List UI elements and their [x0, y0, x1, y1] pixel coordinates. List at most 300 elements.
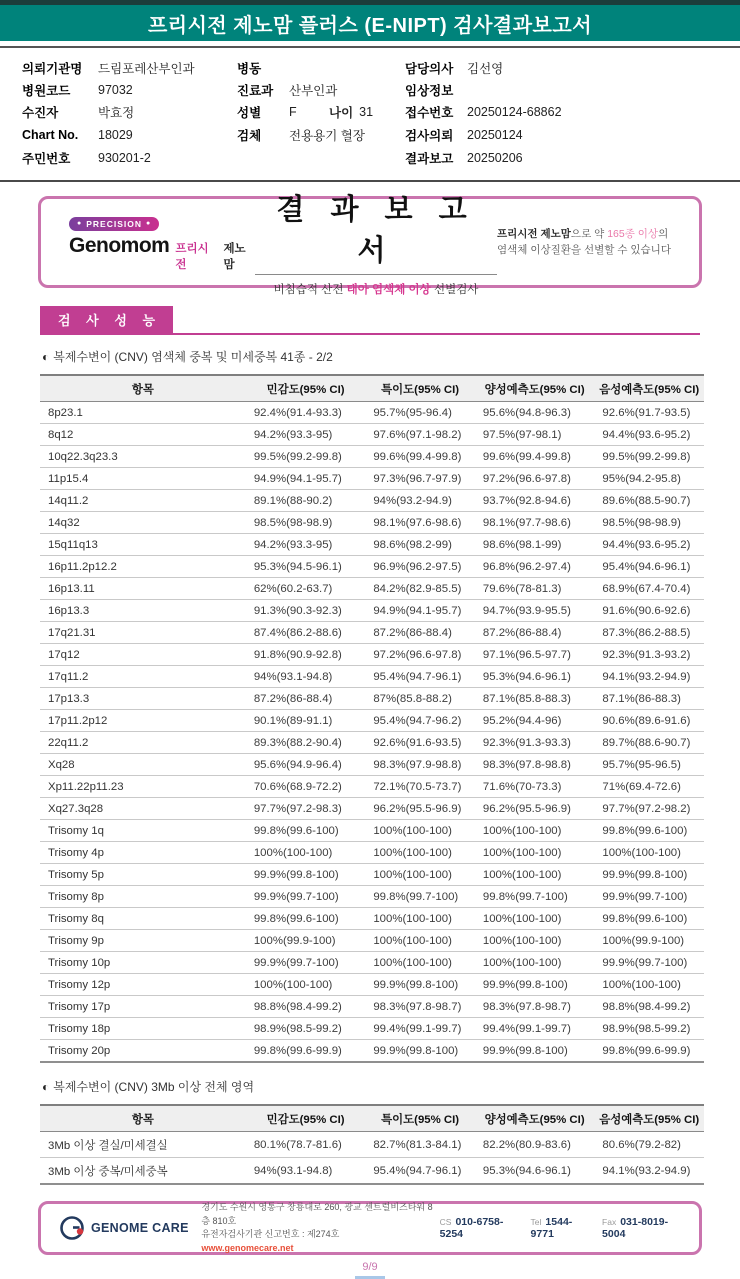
- desc-text: 의: [658, 227, 669, 240]
- table-row: [40, 578, 704, 600]
- table-cell: 87.4%(86.2-88.6): [246, 622, 366, 644]
- result-report-heading: 결 과 보 고 서: [255, 187, 497, 275]
- table-cell: 97.5%(97-98.1): [475, 424, 595, 446]
- table-cell: 98.3%(97.8-98.8): [475, 754, 595, 776]
- table-column-header: 양성예측도(95% CI): [475, 1105, 595, 1132]
- table-cell: 100%(100-100): [365, 952, 475, 974]
- table-cell: 99.9%(99.8-100): [246, 864, 366, 886]
- table-cell: 3Mb 이상 중복/미세중복: [40, 1158, 246, 1185]
- section-label: 검 사 성 능: [40, 306, 173, 333]
- table-column-header: 음성예측도(95% CI): [594, 1105, 704, 1132]
- table-cell: 17q11.2: [40, 666, 246, 688]
- desc-text: 으로 약: [570, 227, 608, 240]
- table-cell: 99.6%(99.4-99.8): [365, 446, 475, 468]
- table-row: [40, 666, 704, 688]
- table-cell: 95.4%(94.7-96.1): [365, 1158, 475, 1185]
- table-cell: Trisomy 4p: [40, 842, 246, 864]
- table1-caption: [42, 348, 700, 365]
- field-label: 검사의뢰: [405, 129, 454, 143]
- table-cell: 97.1%(96.5-97.7): [475, 644, 595, 666]
- table-column-header: 특이도(95% CI): [365, 1105, 475, 1132]
- table-cell: 95%(94.2-95.8): [594, 468, 704, 490]
- brand-line: [69, 234, 255, 272]
- patient-info-col2: [237, 57, 405, 169]
- table-cell: 94%(93.1-94.8): [246, 666, 366, 688]
- info-row-receipt-no: [405, 101, 740, 123]
- table2-caption: [42, 1078, 700, 1095]
- table-row: [40, 534, 704, 556]
- field-value: 97032: [98, 83, 133, 97]
- table-cell: 98.3%(97.9-98.8): [365, 754, 475, 776]
- table-cell: 94.9%(94.1-95.7): [246, 468, 366, 490]
- table-cell: 98.3%(97.8-98.7): [475, 996, 595, 1018]
- info-row-sex-age: [237, 101, 405, 123]
- field-value: 산부인과: [289, 84, 338, 98]
- table-cell: 100%(100-100): [246, 842, 366, 864]
- table-row: [40, 798, 704, 820]
- table-cell: 95.7%(95-96.4): [365, 402, 475, 424]
- table-cell: 100%(100-100): [594, 974, 704, 996]
- table-cell: 84.2%(82.9-85.5): [365, 578, 475, 600]
- table-cell: 96.9%(96.2-97.5): [365, 556, 475, 578]
- field-label: 주민번호: [22, 152, 71, 166]
- table-cell: 94.2%(93.3-95): [246, 534, 366, 556]
- fax-phone: [602, 1216, 681, 1240]
- table-cell: 92.3%(91.3-93.2): [594, 644, 704, 666]
- table-cell: 87.2%(86-88.4): [246, 688, 366, 710]
- company-address-block: [201, 1201, 439, 1255]
- table-cell: Trisomy 10p: [40, 952, 246, 974]
- report-title-bar: [0, 5, 740, 41]
- table-cell: 94%(93.1-94.8): [246, 1158, 366, 1185]
- info-row-department: [237, 79, 405, 101]
- table-cell: 100%(100-100): [475, 952, 595, 974]
- genomom-logo: Genomom: [69, 233, 170, 257]
- table-cell: 95.3%(94.5-96.1): [246, 556, 366, 578]
- field-value: 930201-2: [98, 151, 151, 165]
- field-value: 드림포레산부인과: [98, 62, 195, 76]
- field-label: 진료과: [237, 84, 274, 98]
- table-cell: 99.8%(99.7-100): [365, 886, 475, 908]
- table-cell: 97.2%(96.6-97.8): [475, 468, 595, 490]
- half-circle-bullet-icon: ◐: [42, 1080, 50, 1094]
- cs-label: CS: [439, 1217, 452, 1227]
- table-cell: 98.9%(98.5-99.2): [246, 1018, 366, 1040]
- table-cell: 100%(100-100): [365, 930, 475, 952]
- info-row-clinical-info: [405, 79, 740, 101]
- table-row: [40, 754, 704, 776]
- fax-number: 031-8019-5004: [602, 1216, 669, 1240]
- cs-phone: [440, 1216, 517, 1240]
- table-cell: 97.6%(97.1-98.2): [365, 424, 475, 446]
- table-row: [40, 952, 704, 974]
- table-row: [40, 1158, 704, 1185]
- table-cell: 87.2%(86-88.4): [365, 622, 475, 644]
- table-cell: 99.8%(99.7-100): [475, 886, 595, 908]
- field-label: 결과보고: [405, 152, 454, 166]
- field-label: 병원코드: [22, 84, 71, 98]
- table-body: [40, 402, 704, 1063]
- table-cell: 97.2%(96.6-97.8): [365, 644, 475, 666]
- table-row: [40, 732, 704, 754]
- genome-care-logo-icon: [59, 1215, 85, 1241]
- desc-text: 염색체 이상질환을 선별할 수 있습니다: [497, 244, 671, 256]
- table-cell: 100%(100-100): [365, 864, 475, 886]
- table-cell: 17q21.31: [40, 622, 246, 644]
- table-cell: 99.8%(99.6-99.9): [594, 1040, 704, 1063]
- badge-label: PRECISION: [86, 218, 142, 229]
- table-column-header: 음성예측도(95% CI): [594, 375, 704, 402]
- info-row-specimen: [237, 123, 405, 147]
- table-cell: 94%(93.2-94.9): [365, 490, 475, 512]
- table-column-header: 항목: [40, 375, 246, 402]
- fax-label: Fax: [602, 1217, 617, 1227]
- table-cell: 100%(100-100): [475, 908, 595, 930]
- table-cell: Trisomy 8p: [40, 886, 246, 908]
- table-cell: 99.9%(99.8-100): [365, 974, 475, 996]
- field-label: 담당의사: [405, 62, 454, 76]
- badge-dot-icon: ●: [77, 220, 83, 228]
- table-cell: 62%(60.2-63.7): [246, 578, 366, 600]
- table-cell: 91.6%(90.6-92.6): [594, 600, 704, 622]
- subtitle-text: 선별검사: [430, 284, 479, 296]
- field-label-age: 나이: [329, 106, 354, 120]
- table-row: [40, 930, 704, 952]
- table-cell: 96.8%(96.2-97.4): [475, 556, 595, 578]
- caption-text: 복제수변이 (CNV) 3Mb 이상 전체 영역: [53, 1080, 255, 1094]
- table-cell: 99.6%(99.4-99.8): [475, 446, 595, 468]
- table-column-header: 민감도(95% CI): [246, 375, 366, 402]
- table-cell: 100%(100-100): [594, 842, 704, 864]
- table-cell: 97.3%(96.7-97.9): [365, 468, 475, 490]
- table-cell: 99.8%(99.6-100): [246, 908, 366, 930]
- table-cell: 99.4%(99.1-99.7): [365, 1018, 475, 1040]
- table-cell: 90.1%(89-91.1): [246, 710, 366, 732]
- website-link[interactable]: www.genomecare.net: [201, 1242, 294, 1253]
- result-report-banner: [38, 194, 702, 296]
- table-cell: 97.7%(97.2-98.2): [594, 798, 704, 820]
- table-row: [40, 402, 704, 424]
- table-cell: Xp11.22p11.23: [40, 776, 246, 798]
- genomom-brand-block: [57, 212, 255, 272]
- table-cell: 99.9%(99.8-100): [475, 1040, 595, 1063]
- table-row: [40, 1132, 704, 1158]
- table-cell: 99.4%(99.1-99.7): [475, 1018, 595, 1040]
- badge-dot-icon: ●: [146, 220, 152, 228]
- table-cell: 100%(99.9-100): [246, 930, 366, 952]
- table-cell: 99.9%(99.7-100): [246, 886, 366, 908]
- field-value: 김선영: [467, 62, 504, 76]
- table-body: [40, 1132, 704, 1185]
- table-row: [40, 446, 704, 468]
- table-row: [40, 1040, 704, 1063]
- table-cell: 98.8%(98.4-99.2): [594, 996, 704, 1018]
- table-column-header: 특이도(95% CI): [365, 375, 475, 402]
- table-cell: 98.9%(98.5-99.2): [594, 1018, 704, 1040]
- table-row: [40, 424, 704, 446]
- table-cell: 99.5%(99.2-99.8): [594, 446, 704, 468]
- table-cell: 98.5%(98-98.9): [246, 512, 366, 534]
- field-value: 20250206: [467, 151, 523, 165]
- cnv-3mb-performance-table: [40, 1104, 704, 1185]
- table-cell: 68.9%(67.4-70.4): [594, 578, 704, 600]
- table-cell: 98.5%(98-98.9): [594, 512, 704, 534]
- table-row: [40, 820, 704, 842]
- field-value: 전용용기 혈장: [289, 129, 365, 143]
- table-cell: 96.2%(95.5-96.9): [365, 798, 475, 820]
- table-cell: 79.6%(78-81.3): [475, 578, 595, 600]
- table-cell: 16p13.3: [40, 600, 246, 622]
- field-label: 의뢰기관명: [22, 62, 83, 76]
- info-row-doctor: [405, 57, 740, 79]
- table-cell: 100%(100-100): [246, 974, 366, 996]
- table-cell: 16p13.11: [40, 578, 246, 600]
- result-report-subheading: [255, 281, 497, 297]
- table-cell: 100%(99.9-100): [594, 930, 704, 952]
- table-cell: 70.6%(68.9-72.2): [246, 776, 366, 798]
- table-cell: 71.6%(70-73.3): [475, 776, 595, 798]
- table-cell: Trisomy 5p: [40, 864, 246, 886]
- table-row: [40, 886, 704, 908]
- field-value: 18029: [98, 128, 133, 142]
- table-cell: 95.3%(94.6-96.1): [475, 1158, 595, 1185]
- table-cell: 15q11q13: [40, 534, 246, 556]
- table-column-header: 양성예측도(95% CI): [475, 375, 595, 402]
- table-row: [40, 1018, 704, 1040]
- table-header-row: [40, 375, 704, 402]
- table-cell: 87.2%(86-88.4): [475, 622, 595, 644]
- table-cell: 99.9%(99.7-100): [246, 952, 366, 974]
- table-cell: Xq27.3q28: [40, 798, 246, 820]
- contact-block: [440, 1216, 681, 1240]
- table-cell: 80.6%(79.2-82): [594, 1132, 704, 1158]
- table-row: [40, 908, 704, 930]
- caption-text: 복제수변이 (CNV) 염색체 중복 및 미세중복 41종 - 2/2: [53, 350, 333, 364]
- table-header: [40, 375, 704, 402]
- table-cell: 99.9%(99.8-100): [594, 864, 704, 886]
- table-cell: 17p11.2p12: [40, 710, 246, 732]
- table-row: [40, 864, 704, 886]
- table-cell: 71%(69.4-72.6): [594, 776, 704, 798]
- address-line1: 경기도 수원시 영통구 창룡대로 260, 광교 센트럴비즈타워 8층 810호: [201, 1202, 433, 1226]
- cs-number: 010-6758-5254: [439, 1216, 504, 1240]
- patient-info-col1: [22, 57, 237, 169]
- table-cell: 94.4%(93.6-95.2): [594, 534, 704, 556]
- table-cell: 94.1%(93.2-94.9): [594, 1158, 704, 1185]
- table-cell: 80.1%(78.7-81.6): [246, 1132, 366, 1158]
- table-cell: 98.1%(97.7-98.6): [475, 512, 595, 534]
- table-cell: 94.1%(93.2-94.9): [594, 666, 704, 688]
- table-cell: 97.7%(97.2-98.3): [246, 798, 366, 820]
- table-column-header: 민감도(95% CI): [246, 1105, 366, 1132]
- table-row: [40, 842, 704, 864]
- field-label: 임상정보: [405, 84, 454, 98]
- brand-korean-precision: 프리시전: [175, 242, 209, 271]
- field-value-age: 31: [359, 105, 374, 119]
- brand-korean-genomom: 제노맘: [223, 242, 246, 271]
- table-cell: 95.3%(94.6-96.1): [475, 666, 595, 688]
- table-cell: 99.9%(99.7-100): [594, 952, 704, 974]
- cnv-41-performance-table: [40, 374, 704, 1063]
- table-cell: 94.9%(94.1-95.7): [365, 600, 475, 622]
- table-cell: 94.7%(93.9-95.5): [475, 600, 595, 622]
- info-row-chart-no: [22, 123, 237, 147]
- table-cell: Trisomy 9p: [40, 930, 246, 952]
- table-cell: 92.6%(91.6-93.5): [365, 732, 475, 754]
- address-line2: 유전자검사기관 신고번호 : 제274호: [201, 1229, 340, 1239]
- table-cell: 99.8%(99.6-100): [594, 820, 704, 842]
- patient-info-col3: [405, 57, 740, 169]
- table-cell: 94.2%(93.3-95): [246, 424, 366, 446]
- table-cell: 100%(100-100): [475, 820, 595, 842]
- table-cell: 95.4%(94.6-96.1): [594, 556, 704, 578]
- table-cell: 99.9%(99.8-100): [365, 1040, 475, 1063]
- table-cell: 14q32: [40, 512, 246, 534]
- banner-description: [497, 226, 683, 259]
- report-banner-center: [255, 187, 497, 297]
- table-row: [40, 974, 704, 996]
- table-cell: 8q12: [40, 424, 246, 446]
- table-cell: 98.6%(98.2-99): [365, 534, 475, 556]
- table-cell: 14q11.2: [40, 490, 246, 512]
- table-row: [40, 688, 704, 710]
- page-title: 프리시전 제노맘 플러스 (E-NIPT) 검사결과보고서: [147, 14, 593, 37]
- table-cell: 98.8%(98.4-99.2): [246, 996, 366, 1018]
- field-label: 성별: [237, 106, 262, 120]
- table-row: [40, 556, 704, 578]
- table-column-header: 항목: [40, 1105, 246, 1132]
- table-cell: 95.7%(95-96.5): [594, 754, 704, 776]
- subtitle-emphasis: 태아 염색체 이상: [346, 284, 431, 296]
- table-cell: 16p11.2p12.2: [40, 556, 246, 578]
- table-cell: 89.6%(88.5-90.7): [594, 490, 704, 512]
- table-row: [40, 600, 704, 622]
- desc-highlight: 165종 이상: [607, 227, 659, 240]
- subtitle-text: 비침습적 산전: [273, 284, 347, 296]
- table-cell: 11p15.4: [40, 468, 246, 490]
- patient-info-panel: [0, 46, 740, 182]
- table-cell: Trisomy 18p: [40, 1018, 246, 1040]
- precision-badge: [69, 217, 159, 231]
- footer-company-panel: [38, 1201, 702, 1255]
- table-cell: 100%(100-100): [365, 842, 475, 864]
- table-cell: 99.9%(99.7-100): [594, 886, 704, 908]
- table-row: [40, 996, 704, 1018]
- table-cell: 93.7%(92.8-94.6): [475, 490, 595, 512]
- table-cell: 89.7%(88.6-90.7): [594, 732, 704, 754]
- table-cell: 95.6%(94.8-96.3): [475, 402, 595, 424]
- info-row-institution: [22, 57, 237, 79]
- table-row: [40, 776, 704, 798]
- table-cell: 95.4%(94.7-96.1): [365, 666, 475, 688]
- table-cell: 87.1%(86-88.3): [594, 688, 704, 710]
- table-cell: 95.4%(94.7-96.2): [365, 710, 475, 732]
- table-cell: 99.8%(99.6-100): [246, 820, 366, 842]
- table-cell: 3Mb 이상 결실/미세결실: [40, 1132, 246, 1158]
- table-row: [40, 644, 704, 666]
- info-row-hospital-code: [22, 79, 237, 101]
- table-cell: 87.1%(85.8-88.3): [475, 688, 595, 710]
- table-cell: Trisomy 20p: [40, 1040, 246, 1063]
- table-cell: 89.1%(88-90.2): [246, 490, 366, 512]
- info-row-ward: [237, 57, 405, 79]
- tel-label: Tel: [530, 1217, 542, 1227]
- table-cell: 100%(100-100): [365, 908, 475, 930]
- table-cell: Xq28: [40, 754, 246, 776]
- field-value: 박효정: [98, 106, 135, 120]
- table-cell: 8p23.1: [40, 402, 246, 424]
- table-cell: 17p13.3: [40, 688, 246, 710]
- table-row: [40, 490, 704, 512]
- table-cell: 98.1%(97.6-98.6): [365, 512, 475, 534]
- genome-care-wordmark: GENOME CARE: [91, 1221, 189, 1235]
- table-cell: 99.9%(99.8-100): [475, 974, 595, 996]
- table-cell: 94.4%(93.6-95.2): [594, 424, 704, 446]
- table-cell: 22q11.2: [40, 732, 246, 754]
- table-cell: 92.6%(91.7-93.5): [594, 402, 704, 424]
- table-cell: 87.3%(86.2-88.5): [594, 622, 704, 644]
- tel-phone: [531, 1216, 589, 1240]
- table-cell: 91.8%(90.9-92.8): [246, 644, 366, 666]
- table-row: [40, 710, 704, 732]
- table-cell: 99.8%(99.6-99.9): [246, 1040, 366, 1063]
- half-circle-bullet-icon: ◐: [42, 350, 50, 364]
- table-row: [40, 622, 704, 644]
- genome-care-logo: [59, 1215, 193, 1241]
- info-row-report-date: [405, 147, 740, 169]
- table-cell: 95.6%(94.9-96.4): [246, 754, 366, 776]
- table-cell: 89.3%(88.2-90.4): [246, 732, 366, 754]
- table-cell: 98.6%(98.1-99): [475, 534, 595, 556]
- table-cell: 99.5%(99.2-99.8): [246, 446, 366, 468]
- table-cell: 99.8%(99.6-100): [594, 908, 704, 930]
- info-row-patient-name: [22, 101, 237, 123]
- table-cell: 100%(100-100): [475, 864, 595, 886]
- field-label: 수진자: [22, 106, 59, 120]
- table-cell: 95.2%(94.4-96): [475, 710, 595, 732]
- table-cell: Trisomy 12p: [40, 974, 246, 996]
- table-cell: 87%(85.8-88.2): [365, 688, 475, 710]
- desc-bold: 프리시전 제노맘: [497, 227, 571, 240]
- table-cell: Trisomy 1q: [40, 820, 246, 842]
- table-row: [40, 512, 704, 534]
- info-row-resident-id: [22, 147, 237, 169]
- table-cell: 100%(100-100): [475, 842, 595, 864]
- table-cell: 10q22.3q23.3: [40, 446, 246, 468]
- table-cell: 100%(100-100): [475, 930, 595, 952]
- table-row: [40, 468, 704, 490]
- section-header-test-performance: [40, 306, 700, 335]
- field-value: 20250124-68862: [467, 105, 562, 119]
- table-cell: 98.3%(97.8-98.7): [365, 996, 475, 1018]
- field-value-sex: F: [289, 105, 297, 119]
- field-label: 검체: [237, 129, 262, 143]
- table-cell: 72.1%(70.5-73.7): [365, 776, 475, 798]
- field-label: 접수번호: [405, 106, 454, 120]
- table-cell: 82.2%(80.9-83.6): [475, 1132, 595, 1158]
- table-cell: 92.4%(91.4-93.3): [246, 402, 366, 424]
- table-header-row: [40, 1105, 704, 1132]
- table-cell: 90.6%(89.6-91.6): [594, 710, 704, 732]
- info-row-order-date: [405, 123, 740, 147]
- tel-number: 1544-9771: [530, 1216, 573, 1240]
- table-cell: Trisomy 17p: [40, 996, 246, 1018]
- table-cell: Trisomy 8q: [40, 908, 246, 930]
- field-value: 20250124: [467, 128, 523, 142]
- table-cell: 92.3%(91.3-93.3): [475, 732, 595, 754]
- table-cell: 82.7%(81.3-84.1): [365, 1132, 475, 1158]
- table-cell: 91.3%(90.3-92.3): [246, 600, 366, 622]
